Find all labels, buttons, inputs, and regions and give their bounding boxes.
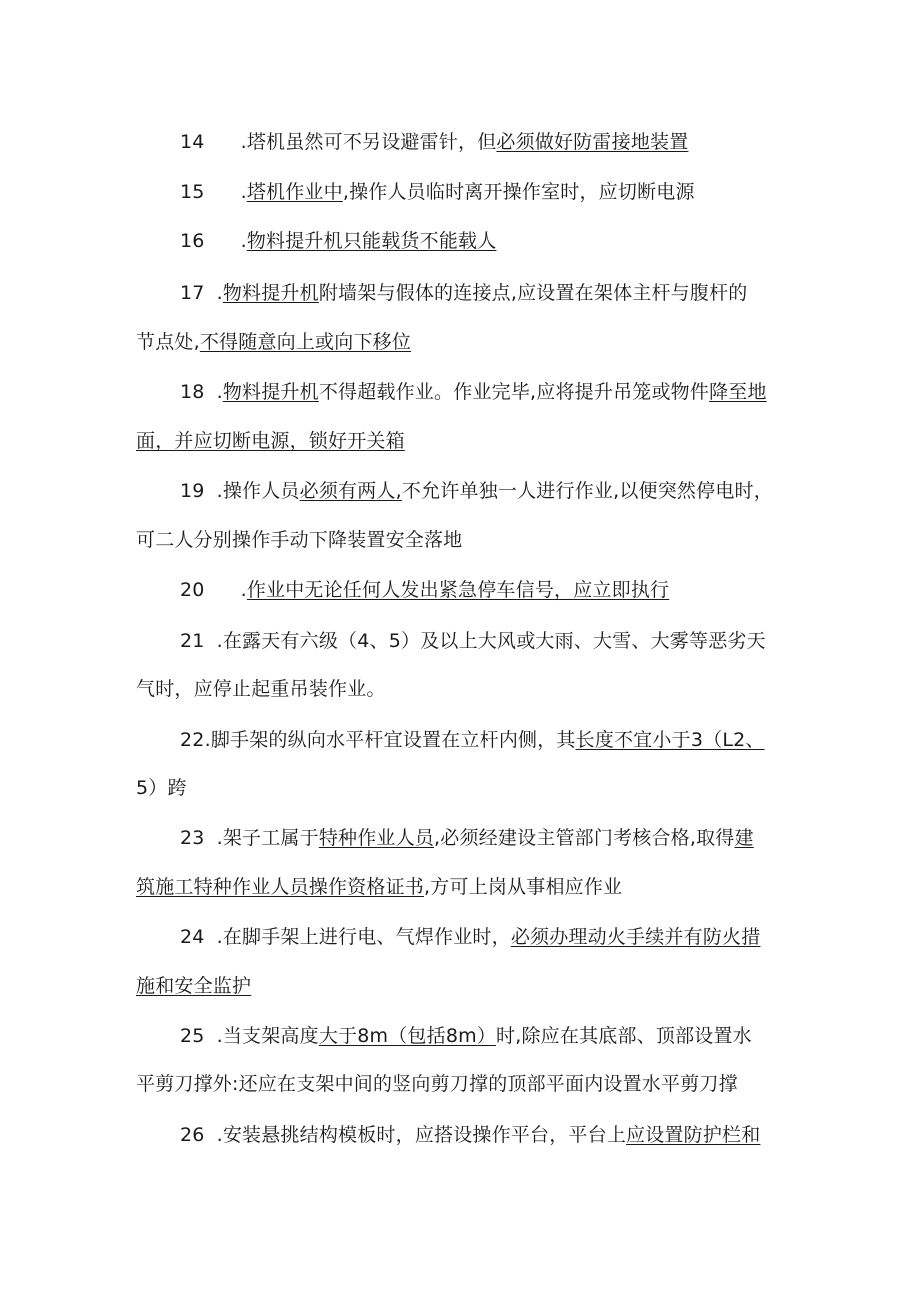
item-22-cont xyxy=(136,776,187,800)
underlined-answer: 建 xyxy=(734,827,754,849)
item-number: 18 xyxy=(180,381,205,403)
item-number: 15 xyxy=(180,181,205,203)
item-21-cont xyxy=(136,677,386,701)
item-number: 19 xyxy=(180,480,205,502)
item-number: 25 xyxy=(180,1025,205,1047)
underlined-answer: 特种作业人员 xyxy=(318,827,435,849)
item-24 xyxy=(180,925,760,949)
item-text: .在脚手架上进行电、气焊作业时， xyxy=(216,926,511,948)
item-number: 26 xyxy=(180,1124,205,1146)
item-19-cont xyxy=(136,528,462,552)
item-17 xyxy=(180,281,748,305)
item-text: 平剪刀撑外:还应在支架中间的竖向剪刀撑的顶部平面内设置水平剪刀撑 xyxy=(136,1073,738,1095)
item-number: 17 xyxy=(180,282,205,304)
underlined-answer: 降至地 xyxy=(709,381,767,403)
item-23-cont xyxy=(136,875,622,899)
underlined-answer: 必须做好防雷接地装置 xyxy=(496,131,689,153)
item-number: 23 xyxy=(180,827,205,849)
item-text: . xyxy=(240,579,247,601)
item-text: .塔机虽然可不另设避雷针，但 xyxy=(240,131,497,153)
item-number: 16 xyxy=(180,230,205,252)
item-number: 21 xyxy=(180,630,205,652)
item-text: .架子工属于 xyxy=(216,827,319,849)
item-20 xyxy=(180,578,669,602)
item-21 xyxy=(180,629,766,653)
item-text: 可二人分别操作手动下降装置安全落地 xyxy=(136,529,463,551)
item-text: . xyxy=(240,230,247,252)
item-23 xyxy=(180,826,754,850)
item-text: 节点处, xyxy=(136,331,200,353)
item-text: 附墙架与假体的连接点,应设置在架体主杆与腹杆的 xyxy=(318,282,748,304)
underlined-answer: , xyxy=(395,480,402,502)
underlined-answer: 必须办理动火手续并有防火措 xyxy=(510,926,761,948)
item-number: 14 xyxy=(180,131,205,153)
underlined-answer: 塔机作业中 xyxy=(246,181,343,203)
item-25-cont xyxy=(136,1072,738,1096)
item-text: 气时，应停止起重吊装作业。 xyxy=(136,678,386,700)
item-number: 20 xyxy=(180,579,205,601)
item-text: .脚手架的纵向水平杆宜设置在立杆内侧，其 xyxy=(204,729,576,751)
underlined-answer: 长度不宜小于3（L2、 xyxy=(575,729,765,751)
item-text: .安装悬挑结构模板时，应搭设操作平台，平台上 xyxy=(216,1124,627,1146)
item-text: 不允许单独一人进行作业,以便突然停电时， xyxy=(401,480,773,502)
item-15 xyxy=(180,180,695,204)
item-25 xyxy=(180,1024,752,1048)
underlined-answer: 筑施工特种作业人员操作资格证书 xyxy=(136,876,425,898)
item-text: . xyxy=(216,381,223,403)
underlined-answer: 不得随意向上或向下移位 xyxy=(199,331,412,353)
item-text: 时,除应在其底部、顶部设置水 xyxy=(496,1025,752,1047)
item-text: ,操作人员临时离开操作室时，应切断电源 xyxy=(342,181,695,203)
underlined-answer: 物料提升机 xyxy=(222,282,319,304)
item-text: .操作人员 xyxy=(216,480,300,502)
item-18-cont xyxy=(136,429,405,453)
item-text: . xyxy=(240,181,247,203)
item-text: .在露天有六级（4、5）及以上大风或大雨、大雪、大雾等恶劣天 xyxy=(216,630,766,652)
item-22 xyxy=(180,728,765,752)
underlined-answer: 物料提升机 xyxy=(222,381,319,403)
underlined-answer: 应设置防护栏和 xyxy=(626,1124,761,1146)
item-text: . xyxy=(216,282,223,304)
item-16 xyxy=(180,229,496,253)
item-number: 22 xyxy=(180,729,205,751)
underlined-answer: 必须有两人 xyxy=(299,480,396,502)
item-26 xyxy=(180,1123,760,1147)
item-14 xyxy=(180,130,688,154)
underlined-answer: 施和安全监护 xyxy=(136,975,252,997)
item-text: 不得超载作业。作业完毕,应将提升吊笼或物件 xyxy=(318,381,710,403)
item-text: ,必须经建设主管部门考核合格,取得 xyxy=(434,827,735,849)
underlined-answer: 作业中无论任何人发出紧急停车信号，应立即执行 xyxy=(246,579,670,601)
underlined-answer: 面，并应切断电源，锁好开关箱 xyxy=(136,430,405,452)
item-24-cont xyxy=(136,974,251,998)
item-text: 5）跨 xyxy=(136,777,187,799)
item-text: .当支架高度 xyxy=(216,1025,319,1047)
underlined-answer: 物料提升机只能载货不能载人 xyxy=(246,230,497,252)
item-19 xyxy=(180,479,773,503)
item-17-cont xyxy=(136,330,411,354)
item-number: 24 xyxy=(180,926,205,948)
underlined-answer: 大于8m（包括8m） xyxy=(318,1025,497,1047)
item-18 xyxy=(180,380,767,404)
item-text: ,方可上岗从事相应作业 xyxy=(424,876,623,898)
